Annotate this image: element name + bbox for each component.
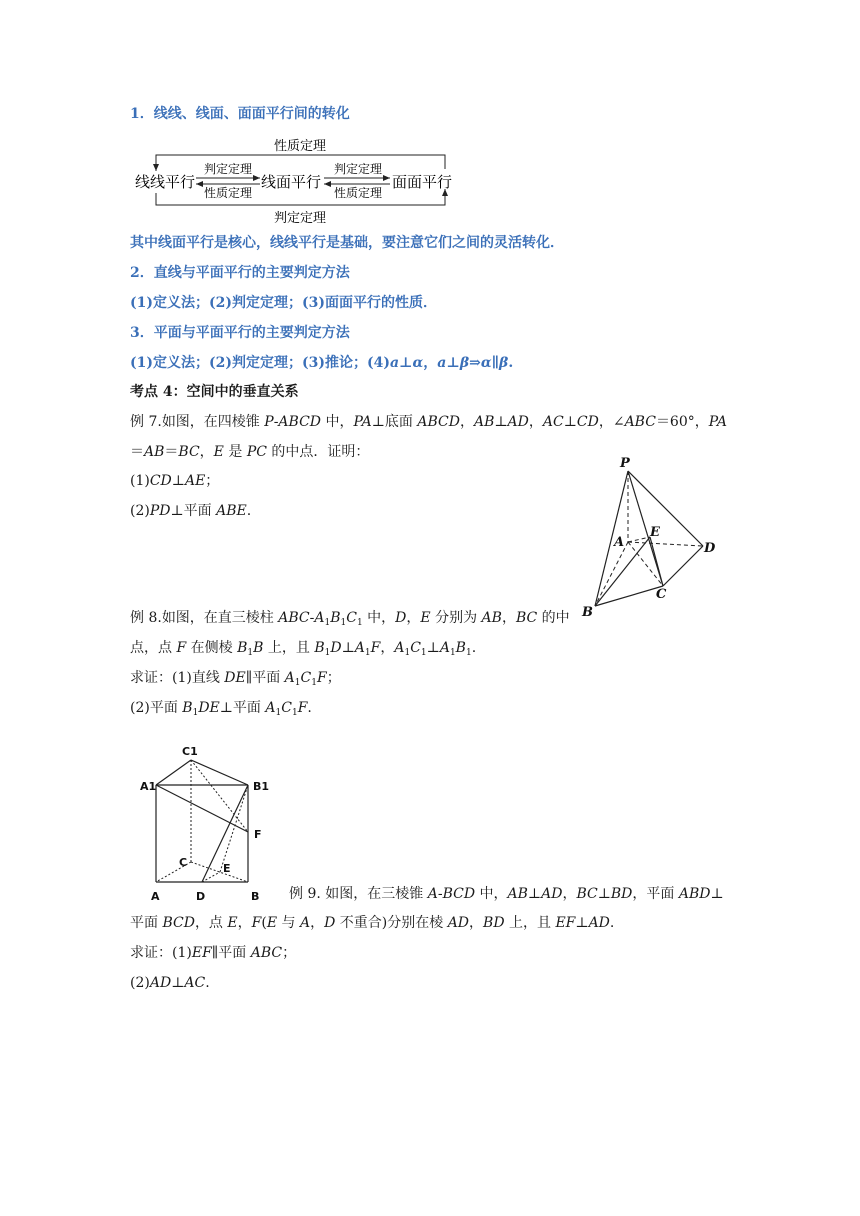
arrow1-bottom: 性质定理: [203, 186, 253, 200]
example8-prove1: 求证：(1)直线 DE∥平面 $A_1C_1F$；: [130, 670, 341, 688]
section3-heading: 3．平面与平面平行的主要判定方法: [130, 325, 350, 341]
point-label: B: [251, 890, 260, 903]
example8-line2: 点，点 F 在侧棱 $B_1B$ 上，且 $B_1D\perp A_1F$，$A_1C_1\perp A_1B_1$.: [130, 640, 477, 658]
prism-figure: [136, 740, 276, 908]
point-label: A1: [140, 780, 157, 793]
example7-q2: (2)PD⊥平面 ABE.: [130, 503, 252, 519]
point-label: B1: [253, 780, 270, 793]
node-line-plane: 线面平行: [261, 173, 322, 191]
node-plane-plane: 面面平行: [392, 173, 453, 191]
parallel-transformation-diagram: [130, 133, 460, 229]
example9-line1: 例 9. 如图，在三棱锥 A-BCD 中，AB⊥AD，BC⊥BD，平面 ABD⊥: [289, 886, 724, 902]
node-line-line: 线线平行: [135, 173, 196, 191]
arrow2-bottom: 性质定理: [333, 186, 383, 200]
section1-heading: 1．线线、线面、面面平行间的转化: [130, 106, 350, 122]
point-label: A: [614, 535, 625, 550]
point-label: B: [582, 605, 593, 619]
section1-summary: 其中线面平行是核心，线线平行是基础，要注意它们之间的灵活转化．: [130, 235, 564, 251]
example8-prove2: (2)平面 $B_1DE\perp$平面 $A_1C_1F$.: [130, 700, 312, 718]
point-label: A: [151, 890, 160, 903]
topic4-heading: 考点 4：空间中的垂直关系: [130, 384, 299, 400]
arrow1-top: 判定定理: [203, 162, 253, 176]
section2-methods: (1)定义法；(2)判定定理；(3)面面平行的性质．: [130, 295, 437, 311]
example9-prove2: (2)AD⊥AC.: [130, 975, 210, 991]
top-label: 性质定理: [273, 139, 327, 154]
bottom-label: 判定定理: [273, 211, 327, 226]
point-label: C: [179, 856, 188, 869]
point-label: F: [254, 828, 262, 841]
bottom-loop-arrow: [156, 189, 445, 205]
point-label: E: [650, 525, 660, 540]
point-label: C1: [182, 745, 198, 758]
point-label: P: [620, 456, 630, 471]
point-label: E: [223, 862, 231, 875]
example7-line1: 例 7.如图，在四棱锥 P-ABCD 中，PA⊥底面 ABCD，AB⊥AD，AC⊥CD，∠ABC＝60°，PA: [130, 414, 728, 430]
example7-line2: ＝AB＝BC，E 是 PC 的中点．证明：: [130, 444, 370, 460]
top-loop-arrow: [156, 155, 445, 171]
example7-q1: (1)CD⊥AE；: [130, 473, 220, 489]
example9-prove1: 求证：(1)EF∥平面 ABC；: [130, 945, 297, 961]
example9-line2: 平面 BCD，点 E，F(E 与 A，D 不重合)分别在棱 AD，BD 上，且 EF⊥AD.: [130, 915, 615, 931]
section2-heading: 2．直线与平面平行的主要判定方法: [130, 265, 350, 281]
point-label: D: [196, 890, 206, 903]
point-label: C: [656, 587, 667, 602]
example8-line1: 例 8.如图，在直三棱柱 ABC-$A_1B_1C_1$ 中，D，E 分别为 AB，BC 的中: [130, 610, 570, 628]
section3-methods: (1)定义法；(2)判定定理；(3)推论；(4)a⊥α，a⊥β⇒α∥β.: [130, 355, 514, 371]
arrow2-top: 判定定理: [333, 162, 383, 176]
point-label: D: [704, 541, 716, 556]
pyramid-figure: [578, 454, 728, 619]
